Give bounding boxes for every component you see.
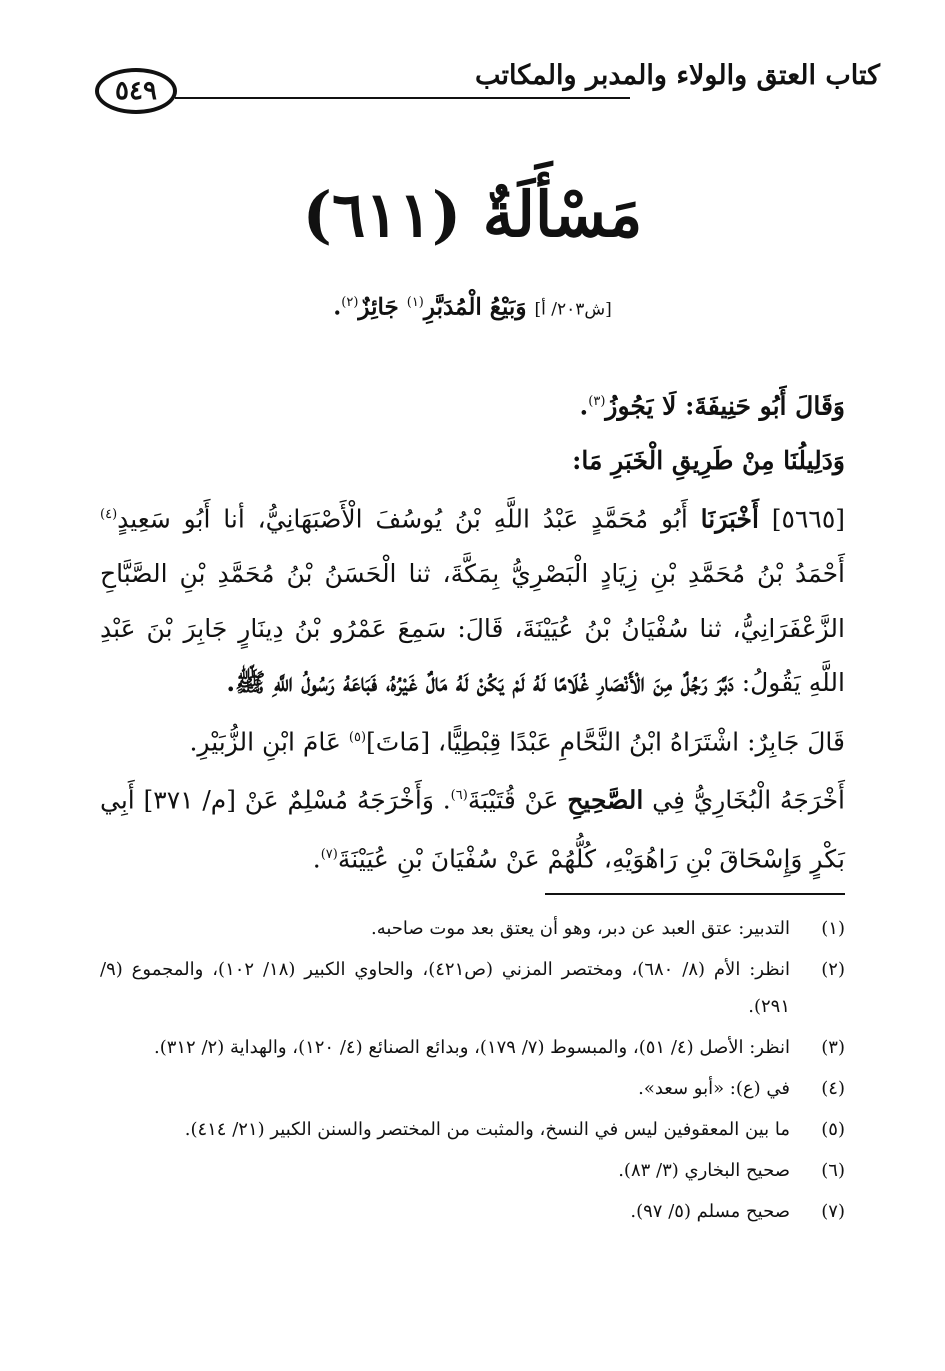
- hadith-matn: دَبَّرَ رَجُلٌ مِنَ الْأَنْصَارِ غُلَامًا لَهُ لَمْ يَكُنْ لَهُ مَالٌ غَيْرُهُ، فَبَاعَهُ رَسُولُ اللَّهِ ﷺ.: [226, 668, 734, 698]
- issue-statement: [0, 278, 945, 335]
- footnote-text: انظر: الأم (٨/ ٦٨٠)، ومختصر المزني (ص٤٢١)، والحاوي الكبير (١٨/ ١٠٢)، والمجموع (٩/ ٢٩١).: [100, 959, 790, 1017]
- jabir-end: عَامَ ابْنِ الزُّبَيْرِ.: [189, 726, 341, 756]
- issue-text: وَبَيْعُ الْمُدَبَّرِ: [423, 293, 527, 321]
- footnotes-list: [100, 910, 845, 1234]
- akhbarana: أَخْبَرَنَا: [700, 504, 759, 534]
- page-number: ٥٤٩: [95, 68, 177, 114]
- footnote-text: انظر: الأصل (٤/ ٥١)، والمبسوط (٧/ ١٧٩)، وبدائع الصنائع (٤/ ١٢٠)، والهداية (٢/ ٣١٢).: [153, 1037, 790, 1058]
- footnote-marker: (١): [406, 295, 424, 310]
- takhrij-text: أَخْرَجَهُ الْبُخَارِيُّ فِي: [652, 785, 845, 815]
- jabir-paragraph: [100, 711, 845, 770]
- footnote-number: (٣): [821, 1037, 845, 1058]
- takhrij-text: . وَأَخْرَجَهُ مُسْلِمٌ عَنْ [م/ ٣٧١] أَبِي بَكْرٍ وَإِسْحَاقَ بْنِ رَاهُوَيْهِ، كُلُّهُمْ عَنْ سُفْيَانَ بْنِ عُيَيْنَةَ: [100, 785, 845, 874]
- footnote: [100, 910, 845, 947]
- evidence-intro: وَدَلِيلُنَا مِنْ طَرِيقِ الْخَبَرِ مَا:: [572, 445, 845, 475]
- main-text: [100, 375, 845, 887]
- isnad-part-2: أَحْمَدُ بْنُ مُحَمَّدِ بْنِ زِيَادٍ الْبَصْرِيُّ بِمَكَّةَ، ثنا الْحَسَنُ بْنُ مُحَمَّدِ بْنِ الصَّبَّاحِ الزَّعْفَرَانِيُّ، ثنا سُفْيَانُ بْنُ عُيَيْنَةَ، قَالَ: سَمِعَ عَمْرُو بْنُ دِينَارٍ جَابِرَ بْنَ عَبْدِ اللَّهِ يَقُولُ:: [100, 559, 845, 698]
- footnote-number: (٥): [821, 1119, 845, 1140]
- footnote: [100, 1029, 845, 1066]
- footnote-number: (١): [821, 918, 845, 939]
- isnad-part-1: أَبُو مُحَمَّدٍ عَبْدُ اللَّهِ بْنُ يُوسُفَ الْأَصْبَهَانِيُّ، أنا أَبُو سَعِيدٍ: [117, 504, 688, 534]
- punctuation: .: [333, 293, 342, 321]
- footnote-number: (٦): [821, 1160, 845, 1181]
- issue-title: مَسْأَلَةٌ (٦١١): [302, 178, 643, 251]
- footnote: [100, 1070, 845, 1107]
- footnote-separator: [545, 893, 845, 895]
- book-title: كتاب العتق والولاء والمدبر والمكاتب: [475, 60, 880, 91]
- footnote: [100, 951, 845, 1025]
- footnote-text: التدبير: عتق العبد عن دبر، وهو أن يعتق بعد موت صاحبه.: [370, 918, 790, 939]
- footnote-marker: (٥): [348, 729, 367, 745]
- hadith-number: [٥٦٦٥]: [771, 504, 846, 534]
- takhrij-text: عَنْ قُتَيْبَةَ: [467, 785, 559, 815]
- footnote: [100, 1111, 845, 1148]
- footnote-marker: (٢): [341, 295, 359, 310]
- footnote-marker: (٧): [320, 847, 338, 863]
- issue-ruling: جَائِزٌ: [358, 293, 399, 321]
- footnote-text: صحيح مسلم (٥/ ٩٧).: [630, 1201, 790, 1222]
- footnote-number: (٤): [821, 1078, 845, 1099]
- footnote-text: صحيح البخاري (٣/ ٨٣).: [618, 1160, 790, 1181]
- abu-hanifa-opinion: [100, 375, 845, 434]
- jabir-text: قَالَ جَابِرٌ: اشْتَرَاهُ ابْنُ النَّحَّامِ عَبْدًا قِبْطِيًّا، [مَاتَ]: [366, 726, 845, 756]
- header-rule: [175, 97, 630, 99]
- footnote: [100, 1193, 845, 1230]
- footnote: [100, 1152, 845, 1189]
- footnote-marker: (٤): [100, 507, 118, 523]
- footnote-number: (٢): [821, 959, 845, 980]
- sahih-word: الصَّحِيحِ: [567, 785, 644, 815]
- footnote-text: ما بين المعقوفين ليس في النسخ، والمثبت من المختصر والسنن الكبير (٢١/ ٤١٤).: [184, 1119, 790, 1140]
- hadith-paragraph: [100, 488, 845, 710]
- opinion-text: وَقَالَ أَبُو حَنِيفَةَ: لَا يَجُوزُ: [605, 391, 845, 421]
- manuscript-ref: [ش٢٠٣/ أ]: [534, 299, 612, 320]
- punctuation: .: [312, 844, 321, 874]
- footnote-text: في (ع): «أبو سعد».: [638, 1078, 790, 1099]
- footnote-number: (٧): [821, 1201, 845, 1222]
- punctuation: .: [579, 391, 589, 421]
- takhrij-paragraph: [100, 769, 845, 887]
- footnote-marker: (٣): [588, 394, 606, 409]
- running-header: [95, 60, 880, 130]
- footnote-marker: (٦): [450, 788, 468, 804]
